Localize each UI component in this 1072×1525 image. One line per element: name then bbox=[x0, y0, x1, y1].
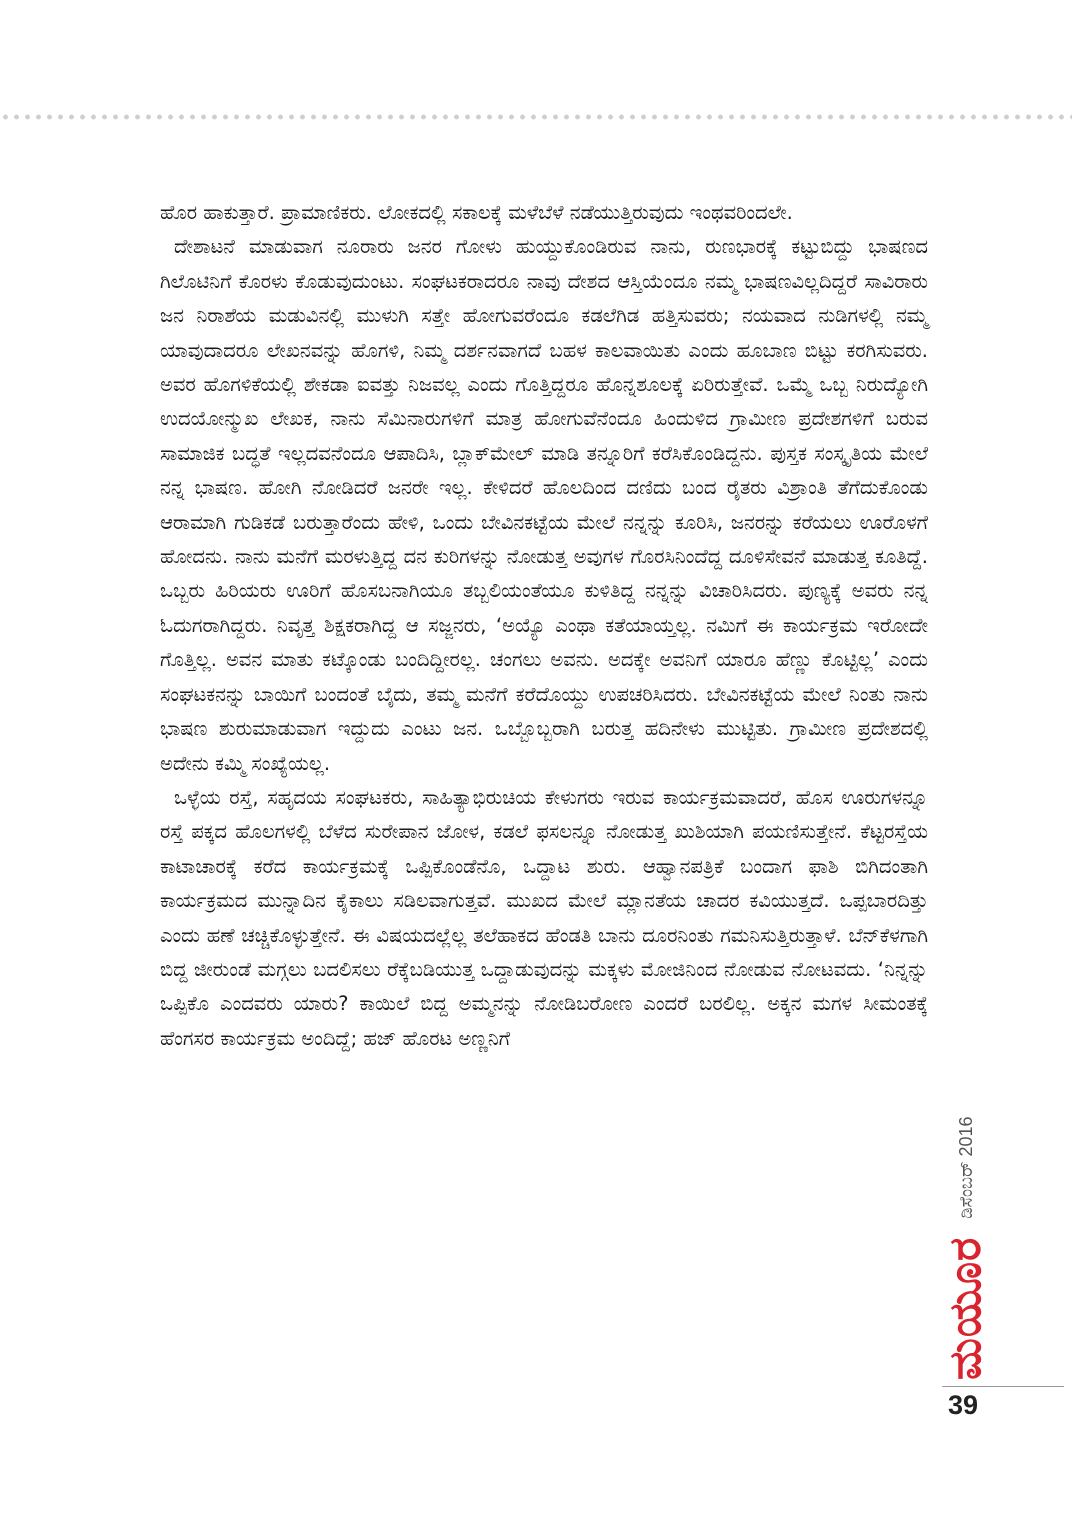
magazine-side-strip bbox=[936, 1090, 996, 1380]
article-paragraph-3: ಒಳ್ಳೆಯ ರಸ್ತೆ, ಸಹೃದಯ ಸಂಘಟಕರು, ಸಾಹಿತ್ಯಾಭಿರುಚಿಯ ಕೇಳುಗರು ಇರುವ ಕಾರ್ಯಕ್ರಮವಾದರೆ, ಹೊಸ ಊರುಗಳನ್ನೂ ರಸ್ತೆ ಪಕ್ಕದ ಹೊಲಗಳಲ್ಲಿ ಬೆಳೆದ ಸುರೇಪಾನ ಜೋಳ, ಕಡಲೆ ಫಸಲನ್ನೂ ನೋಡುತ್ತ ಖುಶಿಯಾಗಿ ಪಯಣಿಸುತ್ತೇನೆ. ಕೆಟ್ಟರಸ್ತೆಯ ಕಾಟಾಚಾರಕ್ಕೆ ಕರೆದ ಕಾರ್ಯಕ್ರಮಕ್ಕೆ ಒಪ್ಪಿಕೊಂಡೆನೊ, ಒದ್ದಾಟ ಶುರು. ಆಹ್ವಾನಪತ್ರಿಕೆ ಬಂದಾಗ ಫಾಶಿ ಬಿಗಿದಂತಾಗಿ ಕಾರ್ಯಕ್ರಮದ ಮುನ್ನಾದಿನ ಕೈಕಾಲು ಸಡಿಲವಾಗುತ್ತವೆ. ಮುಖದ ಮೇಲೆ ಮ್ಲಾನತೆಯ ಚಾದರ ಕವಿಯುತ್ತದೆ. ಒಪ್ಪಬಾರದಿತ್ತು ಎಂದು ಹಣೆ ಚಚ್ಚಿಕೊಳ್ಳುತ್ತೇನೆ. ಈ ವಿಷಯದಲ್ಲೆಲ್ಲ ತಲೆಹಾಕದ ಹೆಂಡತಿ ಬಾನು ದೂರನಿಂತು ಗಮನಿಸುತ್ತಿರುತ್ತಾಳೆ. ಬೆನ್‌ಕೆಳಗಾಗಿ ಬಿದ್ದ ಜೀರುಂಡೆ ಮಗ್ಗಲು ಬದಲಿಸಲು ರೆಕ್ಕೆಬಡಿಯುತ್ತ ಒದ್ದಾಡುವುದನ್ನು ಮಕ್ಕಳು ಮೋಜಿನಿಂದ ನೋಡುವ ನೋಟವದು. ‘ನಿನ್ನನ್ನು ಒಪ್ಪಿಕೊ ಎಂದವರು ಯಾರು? ಕಾಯಿಲೆ ಬಿದ್ದ ಅಮ್ಮನನ್ನು ನೋಡಿಬರೋಣ ಎಂದರೆ ಬರಲಿಲ್ಲ. ಅಕ್ಕನ ಮಗಳ ಸೀಮಂತಕ್ಕೆ ಹೆಂಗಸರ ಕಾರ್ಯಕ್ರಮ ಅಂದಿದ್ದೆ; ಹಜ್ ಹೊರಟ ಅಣ್ಣನಿಗೆ bbox=[160, 785, 928, 1050]
page-number: 39 bbox=[948, 1390, 979, 1420]
dotted-header-rule bbox=[0, 113, 1072, 121]
article-body bbox=[160, 196, 928, 1056]
magazine-logo: ಮಯೂರ bbox=[940, 1236, 991, 1380]
masthead bbox=[936, 1090, 996, 1380]
article-paragraph-2: ದೇಶಾಟನೆ ಮಾಡುವಾಗ ನೂರಾರು ಜನರ ಗೋಳು ಹುಯ್ದುಕೊಂಡಿರುವ ನಾನು, ರುಣಭಾರಕ್ಕೆ ಕಟ್ಟುಬಿದ್ದು ಭಾಷಣದ ಗಿಲೊಟಿನಿಗೆ ಕೊರಳು ಕೊಡುವುದುಂಟು. ಸಂಘಟಕರಾದರೂ ನಾವು ದೇಶದ ಆಸ್ತಿಯೆಂದೂ ನಮ್ಮ ಭಾಷಣವಿಲ್ಲದಿದ್ದರೆ ಸಾವಿರಾರು ಜನ ನಿರಾಶೆಯ ಮಡುವಿನಲ್ಲಿ ಮುಳುಗಿ ಸತ್ತೇ ಹೋಗುವರೆಂದೂ ಕಡಲೆಗಿಡ ಹತ್ತಿಸುವರು; ನಯವಾದ ನುಡಿಗಳಲ್ಲಿ ನಮ್ಮ ಯಾವುದಾದರೂ ಲೇಖನವನ್ನು ಹೊಗಳಿ, ನಿಮ್ಮ ದರ್ಶನವಾಗದೆ ಬಹಳ ಕಾಲವಾಯಿತು ಎಂದು ಹೂಬಾಣ ಬಿಟ್ಟು ಕರಗಿಸುವರು. ಅವರ ಹೊಗಳಿಕೆಯಲ್ಲಿ ಶೇಕಡಾ ಐವತ್ತು ನಿಜವಲ್ಲ ಎಂದು ಗೊತ್ತಿದ್ದರೂ ಹೊನ್ನಶೂಲಕ್ಕೆ ಏರಿರುತ್ತೇವೆ. ಒಮ್ಮೆ ಒಬ್ಬ ನಿರುದ್ಯೋಗಿ ಉದಯೋನ್ಮುಖ ಲೇಖಕ, ನಾನು ಸೆಮಿನಾರುಗಳಿಗೆ ಮಾತ್ರ ಹೋಗುವೆನೆಂದೂ ಹಿಂದುಳಿದ ಗ್ರಾಮೀಣ ಪ್ರದೇಶಗಳಿಗೆ ಬರುವ ಸಾಮಾಜಿಕ ಬದ್ಧತೆ ಇಲ್ಲದವನೆಂದೂ ಆಪಾದಿಸಿ, ಬ್ಲಾಕ್‌ಮೇಲ್ ಮಾಡಿ ತನ್ನೂರಿಗೆ ಕರೆಸಿಕೊಂಡಿದ್ದನು. ಪುಸ್ತಕ ಸಂಸ್ಕೃತಿಯ ಮೇಲೆ ನನ್ನ ಭಾಷಣ. ಹೋಗಿ ನೋಡಿದರೆ ಜನರೇ ಇಲ್ಲ. ಕೇಳಿದರೆ ಹೊಲದಿಂದ ದಣಿದು ಬಂದ ರೈತರು ವಿಶ್ರಾಂತಿ ತೆಗೆದುಕೊಂಡು ಆರಾಮಾಗಿ ಗುಡಿಕಡೆ ಬರುತ್ತಾರೆಂದು ಹೇಳಿ, ಒಂದು ಬೇವಿನಕಟ್ಟೆಯ ಮೇಲೆ ನನ್ನನ್ನು ಕೂರಿಸಿ, ಜನರನ್ನು ಕರೆಯಲು ಊರೊಳಗೆ ಹೋದನು. ನಾನು ಮನೆಗೆ ಮರಳುತ್ತಿದ್ದ ದನ ಕುರಿಗಳನ್ನು ನೋಡುತ್ತ ಅವುಗಳ ಗೊರಸಿನಿಂದೆದ್ದ ದೂಳಿಸೇವನೆ ಮಾಡುತ್ತ ಕೂತಿದ್ದೆ. ಒಬ್ಬರು ಹಿರಿಯರು ಊರಿಗೆ ಹೊಸಬನಾಗಿಯೂ ತಬ್ಬಲಿಯಂತೆಯೂ ಕುಳಿತಿದ್ದ ನನ್ನನ್ನು ವಿಚಾರಿಸಿದರು. ಪುಣ್ಯಕ್ಕೆ ಅವರು ನನ್ನ ಓದುಗರಾಗಿದ್ದರು. ನಿವೃತ್ತ ಶಿಕ್ಷಕರಾಗಿದ್ದ ಆ ಸಜ್ಜನರು, ‘ಅಯ್ಯೊ ಎಂಥಾ ಕತೆಯಾಯ್ತಲ್ಲ. ನಮಿಗೆ ಈ ಕಾರ್ಯಕ್ರಮ ಇರೋದೇ ಗೊತ್ತಿಲ್ಲ. ಅವನ ಮಾತು ಕಟ್ಕೊಂಡು ಬಂದಿದ್ದೀರಲ್ಲ. ಚಂಗಲು ಅವನು. ಅದಕ್ಕೇ ಅವನಿಗೆ ಯಾರೂ ಹೆಣ್ಣು ಕೊಟ್ಟಿಲ್ಲ’ ಎಂದು ಸಂಘಟಕನನ್ನು ಬಾಯಿಗೆ ಬಂದಂತೆ ಬೈದು, ತಮ್ಮ ಮನೆಗೆ ಕರೆದೊಯ್ದು ಉಪಚರಿಸಿದರು. ಬೇವಿನಕಟ್ಟೆಯ ಮೇಲೆ ನಿಂತು ನಾನು ಭಾಷಣ ಶುರುಮಾಡುವಾಗ ಇದ್ದುದು ಎಂಟು ಜನ. ಒಬ್ಬೊಬ್ಬರಾಗಿ ಬರುತ್ತ ಹದಿನೇಳು ಮುಟ್ಟಿತು. ಗ್ರಾಮೀಣ ಪ್ರದೇಶದಲ್ಲಿ ಅದೇನು ಕಮ್ಮಿ ಸಂಖ್ಯೆಯಲ್ಲ. bbox=[160, 235, 928, 775]
article-paragraph-1: ಹೊರ ಹಾಕುತ್ತಾರೆ. ಪ್ರಾಮಾಣಿಕರು. ಲೋಕದಲ್ಲಿ ಸಕಾಲಕ್ಕೆ ಮಳೆಬೆಳೆ ನಡೆಯುತ್ತಿರುವುದು ಇಂಥವರಿಂದಲೇ. bbox=[160, 201, 793, 224]
issue-date: ಡಿಸೆಂಬರ್ 2016 bbox=[955, 1116, 976, 1219]
footer-rule bbox=[942, 1386, 1064, 1387]
